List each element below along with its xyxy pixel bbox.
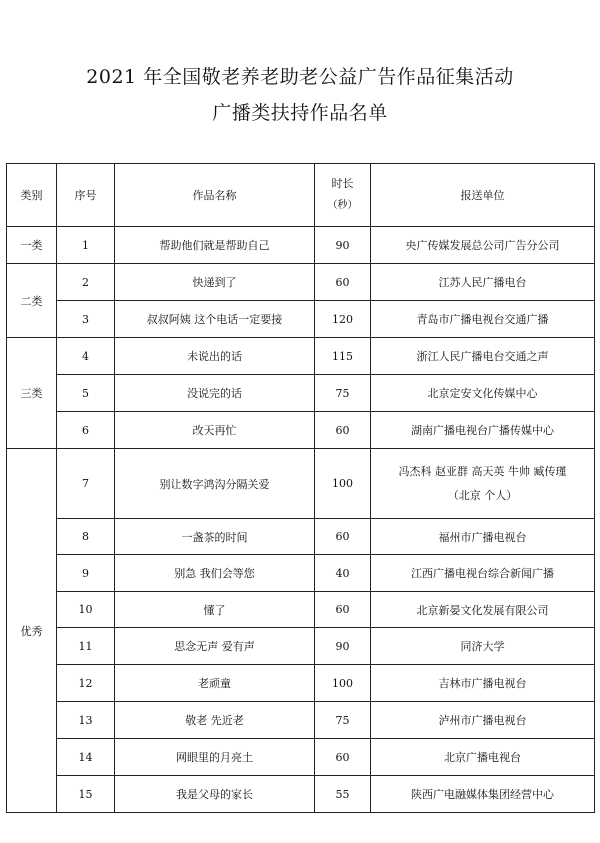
duration-cell: 60 [315, 519, 371, 555]
table-header-row [7, 164, 595, 227]
award-list-table [6, 163, 595, 813]
category-cell: 三类 [7, 338, 57, 449]
duration-cell: 100 [315, 665, 371, 702]
number-cell: 8 [57, 519, 115, 555]
unit-cell: 青岛市广播电视台交通广播 [371, 301, 595, 338]
work-name-cell: 网眼里的月亮土 [115, 739, 315, 776]
duration-cell: 60 [315, 739, 371, 776]
number-cell: 7 [57, 449, 115, 519]
header-work-name: 作品名称 [115, 164, 315, 227]
unit-cell: 福州市广播电视台 [371, 519, 595, 555]
table-row [7, 739, 595, 776]
table-row [7, 264, 595, 301]
work-name-cell: 思念无声 爱有声 [115, 628, 315, 665]
duration-cell: 115 [315, 338, 371, 375]
category-cell: 优秀 [7, 449, 57, 813]
work-name-cell: 敬老 先近老 [115, 702, 315, 739]
unit-cell: 同济大学 [371, 628, 595, 665]
header-number: 序号 [57, 164, 115, 227]
category-cell: 一类 [7, 227, 57, 264]
table-row [7, 338, 595, 375]
table-row [7, 375, 595, 412]
duration-cell: 40 [315, 555, 371, 592]
unit-cell: 北京广播电视台 [371, 739, 595, 776]
unit-cell [371, 449, 595, 519]
number-cell: 4 [57, 338, 115, 375]
unit-cell: 泸州市广播电视台 [371, 702, 595, 739]
number-cell: 12 [57, 665, 115, 702]
duration-cell: 75 [315, 702, 371, 739]
work-name-cell: 叔叔阿姨 这个电话一定要接 [115, 301, 315, 338]
table-row [7, 555, 595, 592]
number-cell: 15 [57, 776, 115, 813]
number-cell: 6 [57, 412, 115, 449]
table-row [7, 301, 595, 338]
table-row [7, 628, 595, 665]
duration-cell: 55 [315, 776, 371, 813]
table-row [7, 412, 595, 449]
work-name-cell: 懂了 [115, 592, 315, 628]
number-cell: 2 [57, 264, 115, 301]
duration-cell: 75 [315, 375, 371, 412]
duration-cell: 60 [315, 264, 371, 301]
duration-cell: 60 [315, 412, 371, 449]
header-unit: 报送单位 [371, 164, 595, 227]
work-name-cell: 老顽童 [115, 665, 315, 702]
duration-cell: 100 [315, 449, 371, 519]
number-cell: 11 [57, 628, 115, 665]
number-cell: 14 [57, 739, 115, 776]
header-duration-label: 时长 [331, 177, 354, 190]
table-row [7, 665, 595, 702]
category-cell: 二类 [7, 264, 57, 338]
work-name-cell: 快递到了 [115, 264, 315, 301]
work-name-cell: 别让数字鸿沟分隔关爱 [115, 449, 315, 519]
number-cell: 5 [57, 375, 115, 412]
table-row [7, 702, 595, 739]
unit-cell: 江西广播电视台综合新闻广播 [371, 555, 595, 592]
unit-cell: 北京新晏文化发展有限公司 [371, 592, 595, 628]
number-cell: 3 [57, 301, 115, 338]
number-cell: 1 [57, 227, 115, 264]
unit-cell: 陕西广电融媒体集团经营中心 [371, 776, 595, 813]
number-cell: 10 [57, 592, 115, 628]
duration-cell: 90 [315, 227, 371, 264]
page-title: 2021 年全国敬老养老助老公益广告作品征集活动 [86, 66, 514, 88]
unit-cell: 浙江人民广播电台交通之声 [371, 338, 595, 375]
unit-cell: 江苏人民广播电台 [371, 264, 595, 301]
header-duration [315, 164, 371, 227]
table-row [7, 592, 595, 628]
number-cell: 13 [57, 702, 115, 739]
number-cell: 9 [57, 555, 115, 592]
work-name-cell: 没说完的话 [115, 375, 315, 412]
unit-cell: 湖南广播电视台广播传媒中心 [371, 412, 595, 449]
unit-line-2: （北京 个人） [447, 488, 518, 502]
unit-cell: 北京定安文化传媒中心 [371, 375, 595, 412]
header-category: 类别 [7, 164, 57, 227]
header-duration-unit: （秒） [327, 200, 358, 211]
table-row [7, 519, 595, 555]
page-subtitle: 广播类扶持作品名单 [212, 102, 388, 124]
unit-cell: 央广传媒发展总公司广告分公司 [371, 227, 595, 264]
work-name-cell: 我是父母的家长 [115, 776, 315, 813]
table-row [7, 227, 595, 264]
work-name-cell: 改天再忙 [115, 412, 315, 449]
table-row [7, 449, 595, 519]
unit-line-1: 冯杰科 赵亚群 高天英 牛帅 臧传瑾 [398, 464, 567, 478]
work-name-cell: 别急 我们会等您 [115, 555, 315, 592]
table-row [7, 776, 595, 813]
duration-cell: 60 [315, 592, 371, 628]
unit-cell: 吉林市广播电视台 [371, 665, 595, 702]
work-name-cell: 一盏茶的时间 [115, 519, 315, 555]
duration-cell: 90 [315, 628, 371, 665]
work-name-cell: 未说出的话 [115, 338, 315, 375]
work-name-cell: 帮助他们就是帮助自己 [115, 227, 315, 264]
duration-cell: 120 [315, 301, 371, 338]
